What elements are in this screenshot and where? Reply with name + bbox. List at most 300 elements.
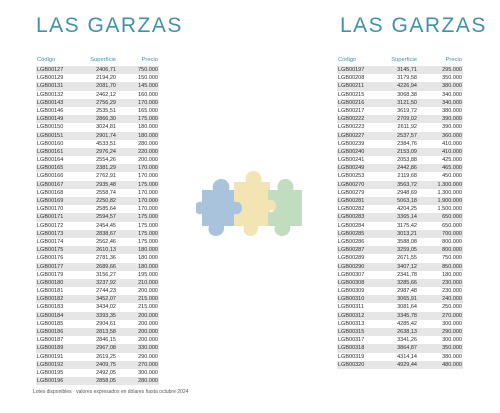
table-row bbox=[337, 222, 463, 230]
cell-code: LGB00319 bbox=[338, 353, 365, 360]
cell-price: 270.000 bbox=[138, 361, 158, 368]
footnote: Lotes disponibles · valores expresados en dólares hasta octubre 2024 bbox=[33, 389, 189, 395]
cell-price: 175.000 bbox=[138, 230, 158, 237]
lots-table-left bbox=[36, 55, 159, 385]
cell-code: LGB00217 bbox=[338, 107, 365, 114]
cell-area: 2535,51 bbox=[96, 107, 116, 114]
cell-price: 290.000 bbox=[442, 329, 462, 335]
cell-code: LGB00149 bbox=[37, 116, 64, 123]
cell-price: 1.900.000 bbox=[437, 198, 462, 204]
cell-price: 390.000 bbox=[442, 124, 462, 131]
cell-price: 650.000 bbox=[442, 222, 462, 229]
cell-area: 2781,36 bbox=[96, 255, 116, 262]
table-row bbox=[36, 213, 159, 221]
cell-area: 2762,91 bbox=[96, 173, 116, 180]
table-row bbox=[337, 74, 463, 82]
cell-price: 170.000 bbox=[138, 206, 158, 213]
cell-code: LGB00290 bbox=[338, 263, 365, 270]
cell-code: LGB00169 bbox=[37, 198, 64, 204]
cell-code: LGB00310 bbox=[338, 296, 365, 303]
cell-price: 380.000 bbox=[442, 107, 462, 114]
cell-area: 2987,48 bbox=[397, 288, 417, 295]
cell-area: 3013,21 bbox=[397, 230, 417, 237]
cell-code: LGB00309 bbox=[338, 288, 365, 295]
cell-code: LGB00320 bbox=[338, 361, 365, 368]
cell-code: LGB00197 bbox=[338, 67, 365, 73]
table-row bbox=[337, 123, 463, 131]
cell-code: LGB00164 bbox=[37, 157, 64, 164]
table-row bbox=[36, 279, 159, 287]
cell-price: 175.000 bbox=[138, 222, 158, 229]
table-row bbox=[337, 107, 463, 115]
table-row bbox=[36, 132, 159, 140]
cell-price: 700.000 bbox=[442, 230, 462, 237]
cell-code: LGB00311 bbox=[338, 304, 364, 311]
cell-area: 2744,23 bbox=[96, 288, 116, 295]
table-row bbox=[337, 344, 463, 352]
cell-area: 2846,15 bbox=[96, 337, 116, 344]
table-row bbox=[337, 140, 463, 148]
cell-area: 2053,88 bbox=[397, 157, 417, 164]
cell-code: LGB00182 bbox=[37, 296, 64, 303]
cell-area: 2948,69 bbox=[397, 189, 417, 196]
cell-code: LGB00191 bbox=[37, 353, 64, 360]
cell-area: 3179,58 bbox=[397, 75, 417, 82]
cell-code: LGB00151 bbox=[37, 132, 64, 139]
cell-code: LGB00283 bbox=[338, 214, 365, 221]
cell-price: 340.000 bbox=[442, 91, 462, 98]
table-row bbox=[337, 254, 463, 262]
cell-price: 175.000 bbox=[138, 116, 158, 123]
table-row bbox=[337, 213, 463, 221]
cell-price: 340.000 bbox=[442, 99, 462, 106]
cell-area: 3341,26 bbox=[397, 337, 417, 344]
table-row bbox=[36, 230, 159, 238]
cell-area: 2594,57 bbox=[96, 214, 116, 221]
table-row bbox=[36, 115, 159, 123]
lots-table-right bbox=[337, 55, 463, 369]
cell-code: LGB00166 bbox=[37, 173, 64, 180]
cell-price: 180.000 bbox=[138, 124, 158, 131]
cell-price: 350.000 bbox=[442, 345, 462, 352]
cell-price: 145.000 bbox=[138, 83, 158, 90]
cell-code: LGB00195 bbox=[37, 369, 64, 376]
cell-price: 230.000 bbox=[442, 279, 462, 286]
cell-code: LGB00239 bbox=[338, 140, 365, 147]
cell-area: 2858,05 bbox=[96, 378, 116, 385]
cell-price: 800.000 bbox=[442, 247, 462, 254]
cell-price: 295.000 bbox=[442, 67, 462, 73]
cell-code: LGB00307 bbox=[338, 271, 365, 278]
table-row bbox=[337, 115, 463, 123]
table-row bbox=[36, 361, 159, 369]
cell-price: 1.500.000 bbox=[437, 206, 462, 213]
cell-code: LGB00173 bbox=[37, 230, 64, 237]
table-header bbox=[36, 55, 159, 65]
cell-code: LGB00313 bbox=[338, 320, 365, 327]
cell-area: 2838,67 bbox=[96, 230, 116, 237]
cell-price: 175.000 bbox=[138, 238, 158, 245]
table-row bbox=[337, 189, 463, 197]
cell-code: LGB00312 bbox=[338, 312, 365, 319]
cell-code: LGB00282 bbox=[338, 206, 365, 213]
cell-code: LGB00177 bbox=[37, 263, 64, 270]
cell-price: 180.000 bbox=[138, 247, 158, 254]
cell-area: 2384,76 bbox=[397, 140, 417, 147]
table-row bbox=[36, 107, 159, 115]
table-row bbox=[337, 132, 463, 140]
cell-area: 2081,70 bbox=[96, 83, 116, 90]
cell-area: 5063,18 bbox=[397, 198, 417, 204]
table-row bbox=[36, 140, 159, 148]
cell-area: 4314,14 bbox=[397, 353, 417, 360]
cell-price: 290.000 bbox=[138, 353, 158, 360]
cell-area: 4929,44 bbox=[397, 361, 417, 368]
header-code: Código bbox=[338, 57, 357, 63]
cell-area: 2866,30 bbox=[96, 116, 116, 123]
cell-area: 2904,61 bbox=[96, 320, 116, 327]
table-row bbox=[337, 156, 463, 164]
cell-price: 200.000 bbox=[138, 288, 158, 295]
cell-area: 4226,94 bbox=[397, 83, 417, 90]
cell-area: 3393,35 bbox=[96, 312, 116, 319]
table-row bbox=[36, 377, 159, 385]
table-row bbox=[337, 336, 463, 344]
cell-area: 3285,66 bbox=[397, 279, 417, 286]
header-code: Código bbox=[37, 57, 56, 63]
table-row bbox=[337, 172, 463, 180]
cell-area: 2709,02 bbox=[397, 116, 417, 123]
table-body bbox=[36, 66, 159, 385]
cell-area: 3024,81 bbox=[96, 124, 116, 131]
table-row bbox=[36, 205, 159, 213]
cell-area: 2381,29 bbox=[96, 165, 116, 172]
cell-area: 2153,09 bbox=[397, 148, 417, 155]
cell-code: LGB00186 bbox=[37, 329, 64, 335]
cell-area: 3156,27 bbox=[96, 271, 116, 278]
cell-price: 195.000 bbox=[138, 271, 158, 278]
cell-price: 200.000 bbox=[138, 157, 158, 164]
cell-price: 410.000 bbox=[442, 140, 462, 147]
cell-area: 2194,20 bbox=[96, 75, 116, 82]
cell-price: 175.000 bbox=[138, 214, 158, 221]
cell-area: 3345,78 bbox=[397, 312, 417, 319]
cell-area: 2554,26 bbox=[96, 157, 116, 164]
cell-price: 170.000 bbox=[138, 165, 158, 172]
cell-code: LGB00175 bbox=[37, 247, 64, 254]
cell-code: LGB00216 bbox=[338, 99, 365, 106]
cell-code: LGB00284 bbox=[338, 222, 365, 229]
cell-price: 300.000 bbox=[442, 320, 462, 327]
cell-price: 180.000 bbox=[138, 132, 158, 139]
table-row bbox=[337, 287, 463, 295]
cell-area: 3452,07 bbox=[96, 296, 116, 303]
cell-area: 3434,02 bbox=[96, 304, 116, 311]
table-row bbox=[337, 320, 463, 328]
table-row bbox=[36, 181, 159, 189]
table-row bbox=[36, 336, 159, 344]
table-row bbox=[337, 328, 463, 336]
cell-price: 410.000 bbox=[442, 148, 462, 155]
table-row bbox=[36, 91, 159, 99]
cell-price: 360.000 bbox=[442, 132, 462, 139]
cell-code: LGB00167 bbox=[37, 181, 64, 188]
cell-price: 170.000 bbox=[138, 198, 158, 204]
cell-area: 3237,92 bbox=[96, 279, 116, 286]
cell-area: 2638,13 bbox=[397, 329, 417, 335]
cell-area: 2537,57 bbox=[397, 132, 417, 139]
cell-area: 3065,91 bbox=[397, 296, 417, 303]
table-row bbox=[36, 295, 159, 303]
cell-price: 465.000 bbox=[442, 165, 462, 172]
cell-area: 2813,58 bbox=[96, 329, 116, 335]
cell-code: LGB00253 bbox=[338, 173, 365, 180]
cell-price: 200.000 bbox=[138, 329, 158, 335]
cell-price: 750.000 bbox=[442, 255, 462, 262]
table-row bbox=[36, 74, 159, 82]
cell-code: LGB00196 bbox=[37, 378, 64, 385]
cell-price: 200.000 bbox=[138, 337, 158, 344]
cell-area: 2611,92 bbox=[397, 124, 417, 131]
table-row bbox=[36, 246, 159, 254]
cell-code: LGB00289 bbox=[338, 255, 365, 262]
cell-price: 1.300.000 bbox=[437, 189, 462, 196]
table-row bbox=[337, 271, 463, 279]
cell-price: 170.000 bbox=[138, 173, 158, 180]
cell-area: 3068,38 bbox=[397, 91, 417, 98]
cell-price: 425.000 bbox=[442, 157, 462, 164]
cell-code: LGB00315 bbox=[338, 329, 365, 335]
header-area: Superficie bbox=[391, 57, 417, 63]
cell-code: LGB00150 bbox=[37, 124, 64, 131]
brand-title-right: LAS GARZAS bbox=[340, 14, 487, 37]
cell-code: LGB00285 bbox=[338, 230, 365, 237]
cell-area: 2619,25 bbox=[96, 353, 116, 360]
table-row bbox=[36, 189, 159, 197]
cell-code: LGB00317 bbox=[338, 337, 365, 344]
cell-price: 230.000 bbox=[442, 288, 462, 295]
cell-price: 480.000 bbox=[442, 361, 462, 368]
table-row bbox=[337, 361, 463, 369]
cell-price: 330.000 bbox=[138, 345, 158, 352]
cell-area: 3081,64 bbox=[397, 304, 417, 311]
cell-area: 2250,82 bbox=[96, 198, 116, 204]
cell-code: LGB00241 bbox=[338, 157, 365, 164]
table-row bbox=[337, 205, 463, 213]
cell-code: LGB00181 bbox=[37, 288, 64, 295]
cell-price: 175.000 bbox=[138, 181, 158, 188]
puzzle-pieces-icon bbox=[196, 168, 306, 242]
cell-area: 2967,08 bbox=[96, 345, 116, 352]
cell-area: 2671,55 bbox=[397, 255, 417, 262]
table-row bbox=[36, 66, 159, 74]
cell-area: 2689,66 bbox=[96, 263, 116, 270]
table-row bbox=[36, 238, 159, 246]
cell-price: 215.000 bbox=[138, 296, 158, 303]
cell-price: 270.000 bbox=[442, 312, 462, 319]
table-row bbox=[337, 263, 463, 271]
table-row bbox=[36, 344, 159, 352]
cell-price: 180.000 bbox=[442, 271, 462, 278]
table-row bbox=[337, 99, 463, 107]
cell-area: 3407,12 bbox=[397, 263, 417, 270]
table-row bbox=[36, 254, 159, 262]
cell-code: LGB00222 bbox=[338, 116, 365, 123]
header-price: Precio bbox=[445, 57, 462, 63]
table-row bbox=[36, 353, 159, 361]
cell-area: 2585,64 bbox=[96, 206, 116, 213]
cell-price: 1.300.000 bbox=[437, 181, 462, 188]
cell-code: LGB00172 bbox=[37, 222, 64, 229]
cell-area: 2610,13 bbox=[96, 247, 116, 254]
cell-price: 800.000 bbox=[442, 238, 462, 245]
cell-price: 250.000 bbox=[442, 304, 462, 311]
cell-area: 3259,05 bbox=[397, 247, 417, 254]
cell-price: 350.000 bbox=[442, 75, 462, 82]
cell-code: LGB00223 bbox=[338, 124, 365, 131]
table-row bbox=[36, 287, 159, 295]
cell-code: LGB00187 bbox=[37, 337, 64, 344]
cell-price: 750.000 bbox=[138, 67, 158, 73]
cell-code: LGB00240 bbox=[338, 148, 365, 155]
cell-area: 2119,68 bbox=[397, 173, 417, 180]
table-row bbox=[337, 197, 463, 205]
cell-price: 280.000 bbox=[138, 140, 158, 147]
cell-price: 280.000 bbox=[138, 378, 158, 385]
cell-code: LGB00160 bbox=[37, 140, 64, 147]
table-row bbox=[337, 303, 463, 311]
cell-code: LGB00279 bbox=[338, 189, 365, 196]
cell-area: 4285,42 bbox=[397, 320, 417, 327]
cell-area: 3588,08 bbox=[397, 238, 417, 245]
cell-code: LGB00211 bbox=[338, 83, 364, 90]
cell-price: 180.000 bbox=[138, 263, 158, 270]
cell-area: 4204,25 bbox=[397, 206, 417, 213]
cell-code: LGB00286 bbox=[338, 238, 365, 245]
cell-price: 210.000 bbox=[138, 279, 158, 286]
cell-code: LGB00165 bbox=[37, 165, 64, 172]
table-row bbox=[36, 123, 159, 131]
table-row bbox=[337, 66, 463, 74]
cell-area: 2976,24 bbox=[96, 148, 116, 155]
cell-area: 3175,42 bbox=[397, 222, 417, 229]
cell-area: 2935,48 bbox=[96, 181, 116, 188]
table-row bbox=[337, 353, 463, 361]
cell-code: LGB00249 bbox=[338, 165, 365, 172]
cell-code: LGB00227 bbox=[338, 132, 365, 139]
cell-code: LGB00318 bbox=[338, 345, 365, 352]
cell-code: LGB00179 bbox=[37, 271, 64, 278]
cell-area: 2442,86 bbox=[397, 165, 417, 172]
cell-code: LGB00189 bbox=[37, 345, 64, 352]
table-row bbox=[36, 99, 159, 107]
cell-area: 3365,14 bbox=[397, 214, 417, 221]
cell-code: LGB00146 bbox=[37, 107, 64, 114]
cell-area: 3864,87 bbox=[397, 345, 417, 352]
cell-code: LGB00171 bbox=[37, 214, 64, 221]
cell-code: LGB00287 bbox=[338, 247, 365, 254]
cell-area: 3619,72 bbox=[397, 107, 417, 114]
cell-code: LGB00208 bbox=[338, 75, 365, 82]
cell-code: LGB00183 bbox=[37, 304, 64, 311]
cell-price: 300.000 bbox=[138, 369, 158, 376]
table-row bbox=[36, 303, 159, 311]
cell-price: 220.000 bbox=[138, 148, 158, 155]
table-row bbox=[337, 246, 463, 254]
cell-code: LGB00215 bbox=[338, 91, 365, 98]
cell-code: LGB00127 bbox=[37, 67, 64, 73]
brand-title-left: LAS GARZAS bbox=[36, 14, 183, 37]
cell-code: LGB00174 bbox=[37, 238, 64, 245]
cell-code: LGB00168 bbox=[37, 189, 64, 196]
table-row bbox=[36, 271, 159, 279]
cell-price: 165.000 bbox=[138, 107, 158, 114]
cell-area: 2341,78 bbox=[397, 271, 417, 278]
table-row bbox=[36, 222, 159, 230]
table-row bbox=[36, 148, 159, 156]
cell-code: LGB00176 bbox=[37, 255, 64, 262]
table-row bbox=[36, 164, 159, 172]
cell-code: LGB00184 bbox=[37, 312, 64, 319]
cell-code: LGB00270 bbox=[338, 181, 365, 188]
table-row bbox=[337, 148, 463, 156]
table-row bbox=[337, 312, 463, 320]
table-row bbox=[36, 197, 159, 205]
cell-area: 2558,74 bbox=[96, 189, 116, 196]
table-row bbox=[36, 320, 159, 328]
header-area: Superficie bbox=[90, 57, 116, 63]
table-row bbox=[36, 312, 159, 320]
cell-price: 380.000 bbox=[442, 83, 462, 90]
cell-price: 170.000 bbox=[138, 99, 158, 106]
cell-code: LGB00132 bbox=[37, 91, 64, 98]
table-row bbox=[36, 263, 159, 271]
cell-price: 170.000 bbox=[138, 189, 158, 196]
table-row bbox=[36, 369, 159, 377]
cell-area: 2492,05 bbox=[96, 369, 116, 376]
cell-area: 2409,75 bbox=[96, 361, 116, 368]
cell-price: 450.000 bbox=[442, 173, 462, 180]
cell-area: 2454,45 bbox=[96, 222, 116, 229]
cell-area: 2406,71 bbox=[96, 67, 116, 73]
table-row bbox=[36, 172, 159, 180]
cell-code: LGB00131 bbox=[37, 83, 64, 90]
table-body bbox=[337, 66, 463, 369]
cell-area: 2901,74 bbox=[96, 132, 116, 139]
table-row bbox=[337, 230, 463, 238]
cell-area: 3563,72 bbox=[397, 181, 417, 188]
table-row bbox=[36, 82, 159, 90]
cell-price: 240.000 bbox=[442, 296, 462, 303]
cell-price: 200.000 bbox=[138, 312, 158, 319]
cell-area: 2756,29 bbox=[96, 99, 116, 106]
cell-price: 200.000 bbox=[138, 320, 158, 327]
cell-code: LGB00143 bbox=[37, 99, 64, 106]
cell-code: LGB00192 bbox=[37, 361, 64, 368]
cell-code: LGB00185 bbox=[37, 320, 64, 327]
cell-price: 160.000 bbox=[138, 91, 158, 98]
cell-price: 850.000 bbox=[442, 263, 462, 270]
cell-price: 300.000 bbox=[442, 337, 462, 344]
puzzle-piece-yellow bbox=[234, 171, 280, 236]
cell-area: 3121,50 bbox=[397, 99, 417, 106]
cell-area: 2462,12 bbox=[96, 91, 116, 98]
table-row bbox=[337, 82, 463, 90]
cell-price: 650.000 bbox=[442, 214, 462, 221]
cell-price: 390.000 bbox=[442, 116, 462, 123]
header-price: Precio bbox=[141, 57, 158, 63]
cell-code: LGB00161 bbox=[37, 148, 64, 155]
